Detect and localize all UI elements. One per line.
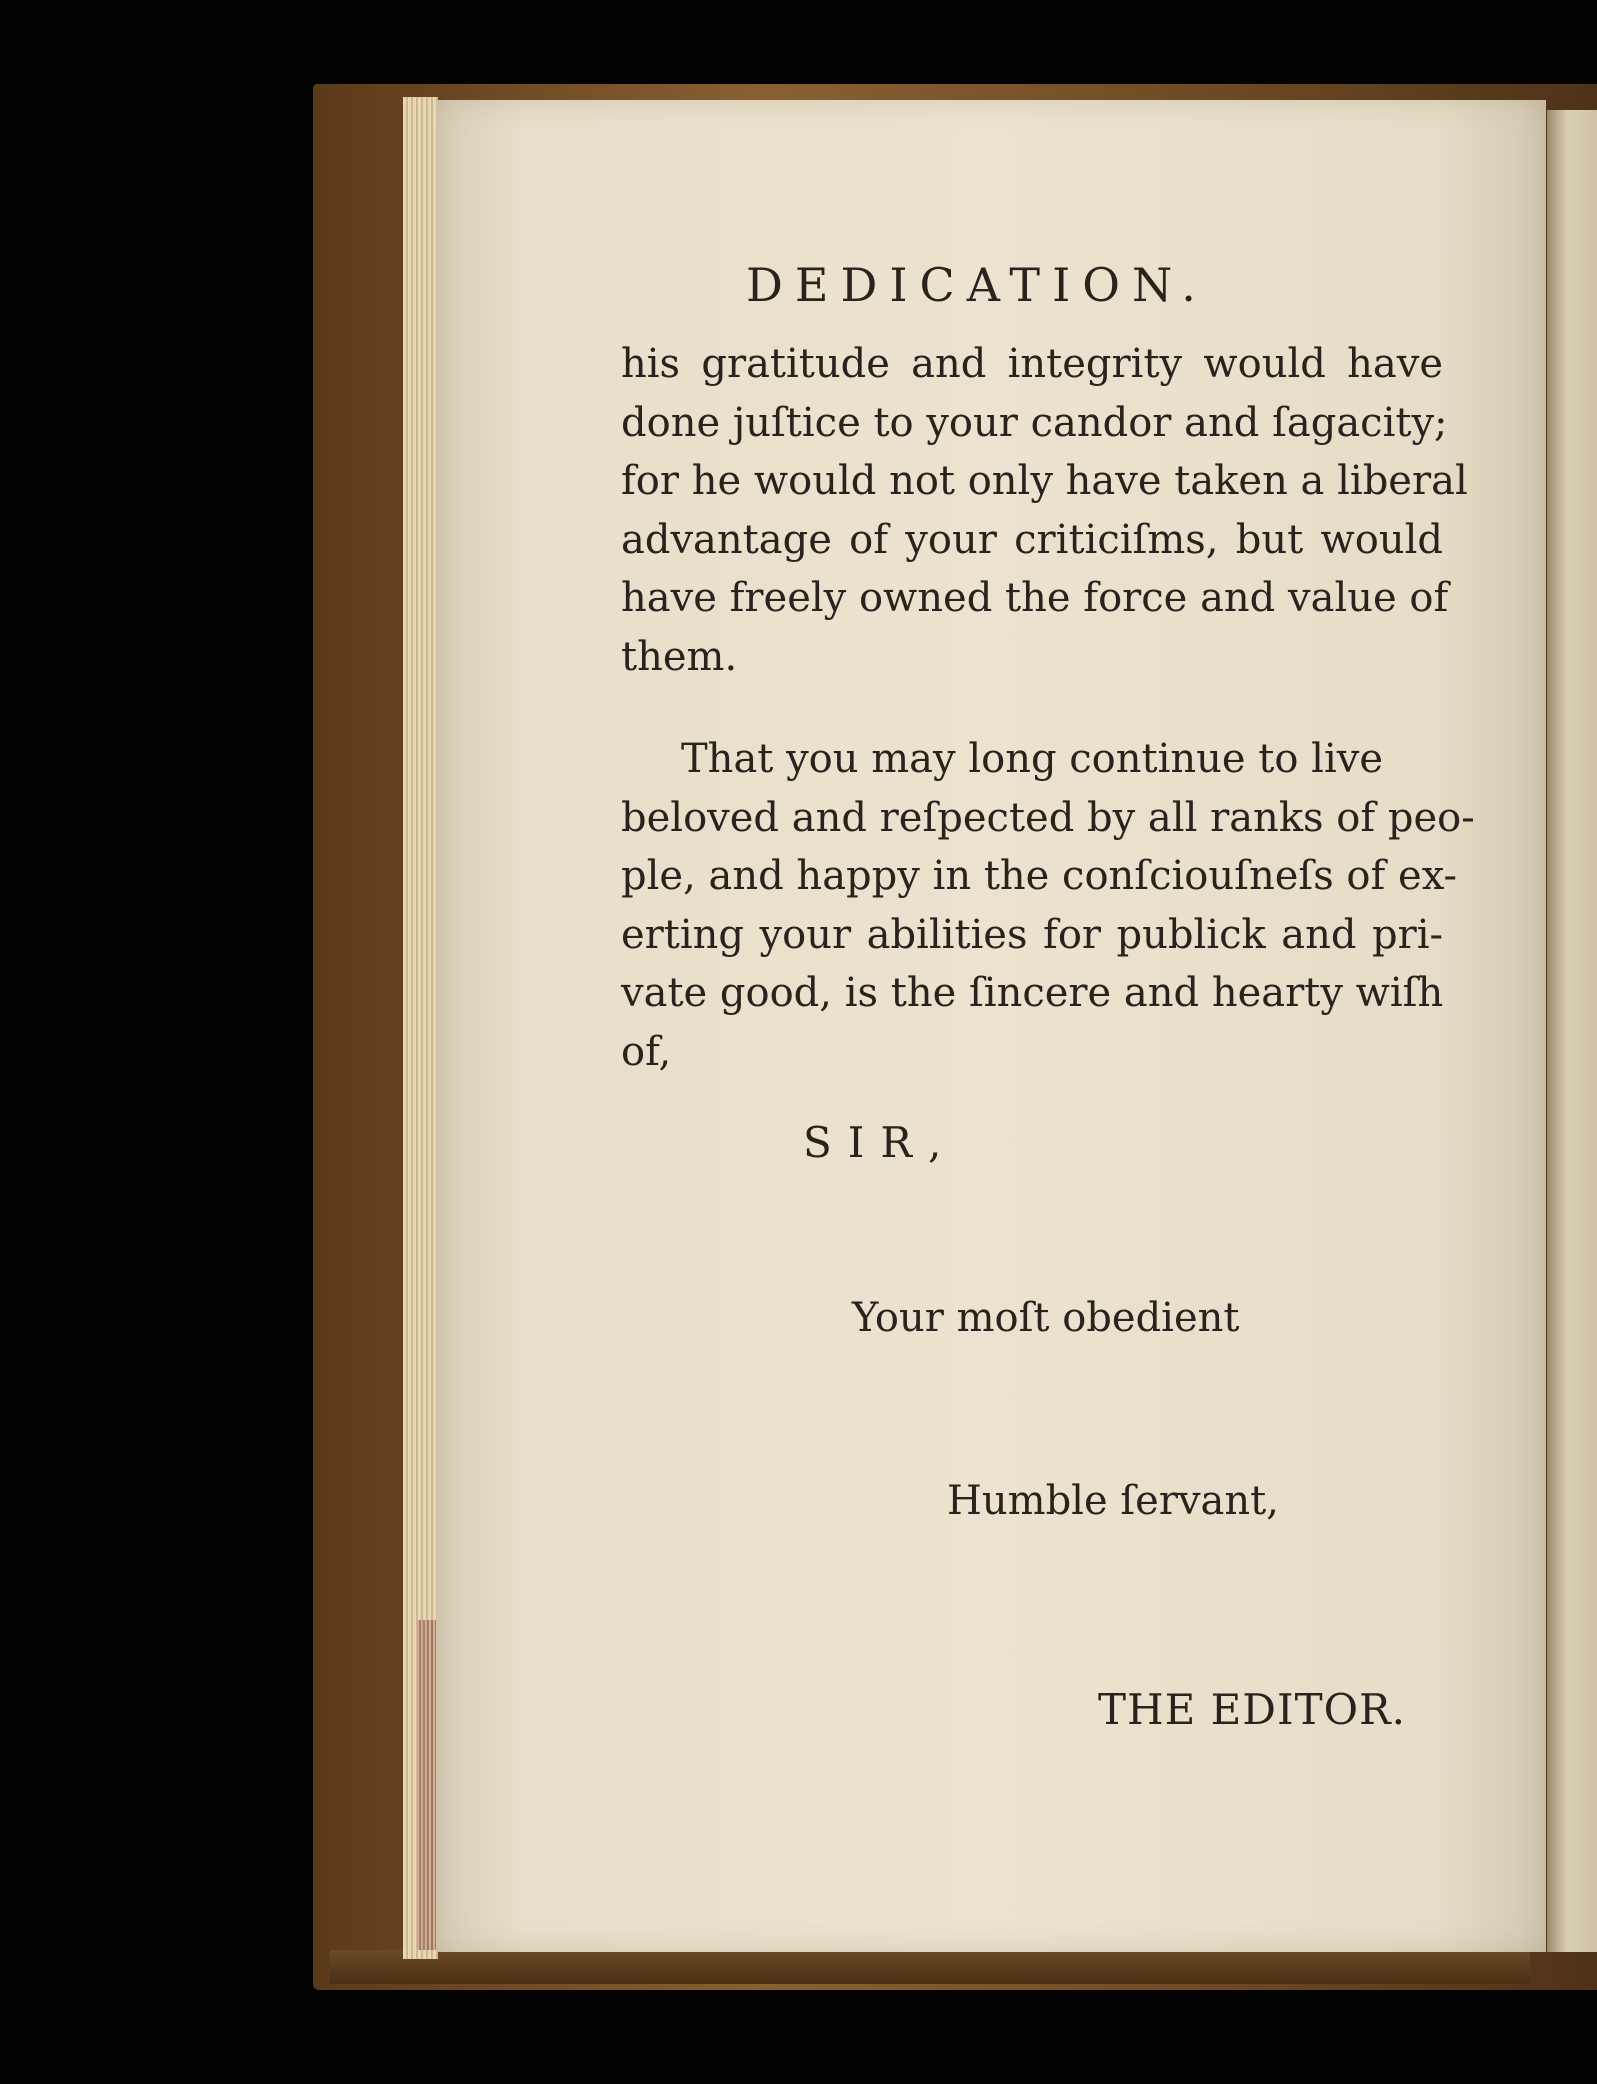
paragraph-2-line: ple, and happy in the conſciouſneſs of ex- [621, 853, 1458, 900]
salutation: SIR, [803, 1118, 958, 1167]
paragraph-1-line: for he would not only have taken a liberal [621, 458, 1468, 505]
paragraph-1 [621, 335, 1468, 687]
paragraph-2-line: That you may long continue to live [681, 736, 1384, 782]
closing-line-2: Humble ſervant, [947, 1478, 1279, 1524]
paragraph-1-line: advantage of your criticiſms, but would [621, 516, 1443, 563]
paragraph-2-line: of, [621, 1028, 672, 1075]
paragraph-1-line: have freely owned the force and value of [621, 575, 1449, 622]
cover-bottom-edge [330, 1950, 1530, 1984]
paragraph-1-line: his gratitude and integrity would have [621, 341, 1443, 387]
next-page-sliver [1547, 110, 1597, 1952]
running-head: DEDICATION. [746, 258, 1208, 312]
signature: THE EDITOR. [1098, 1685, 1406, 1734]
paragraph-1-line: done juſtice to your candor and ſagacity; [621, 399, 1448, 446]
closing-line-1: Your moſt obedient [852, 1295, 1240, 1341]
paragraph-2 [621, 730, 1475, 1082]
paragraph-2-line: beloved and reſpected by all ranks of peo- [621, 794, 1475, 841]
paragraph-1-line: them. [621, 633, 738, 680]
paragraph-2-line: vate good, is the ſincere and hearty wiſh [621, 970, 1444, 1017]
paragraph-2-line: erting your abilities for publick and pri- [621, 911, 1443, 958]
